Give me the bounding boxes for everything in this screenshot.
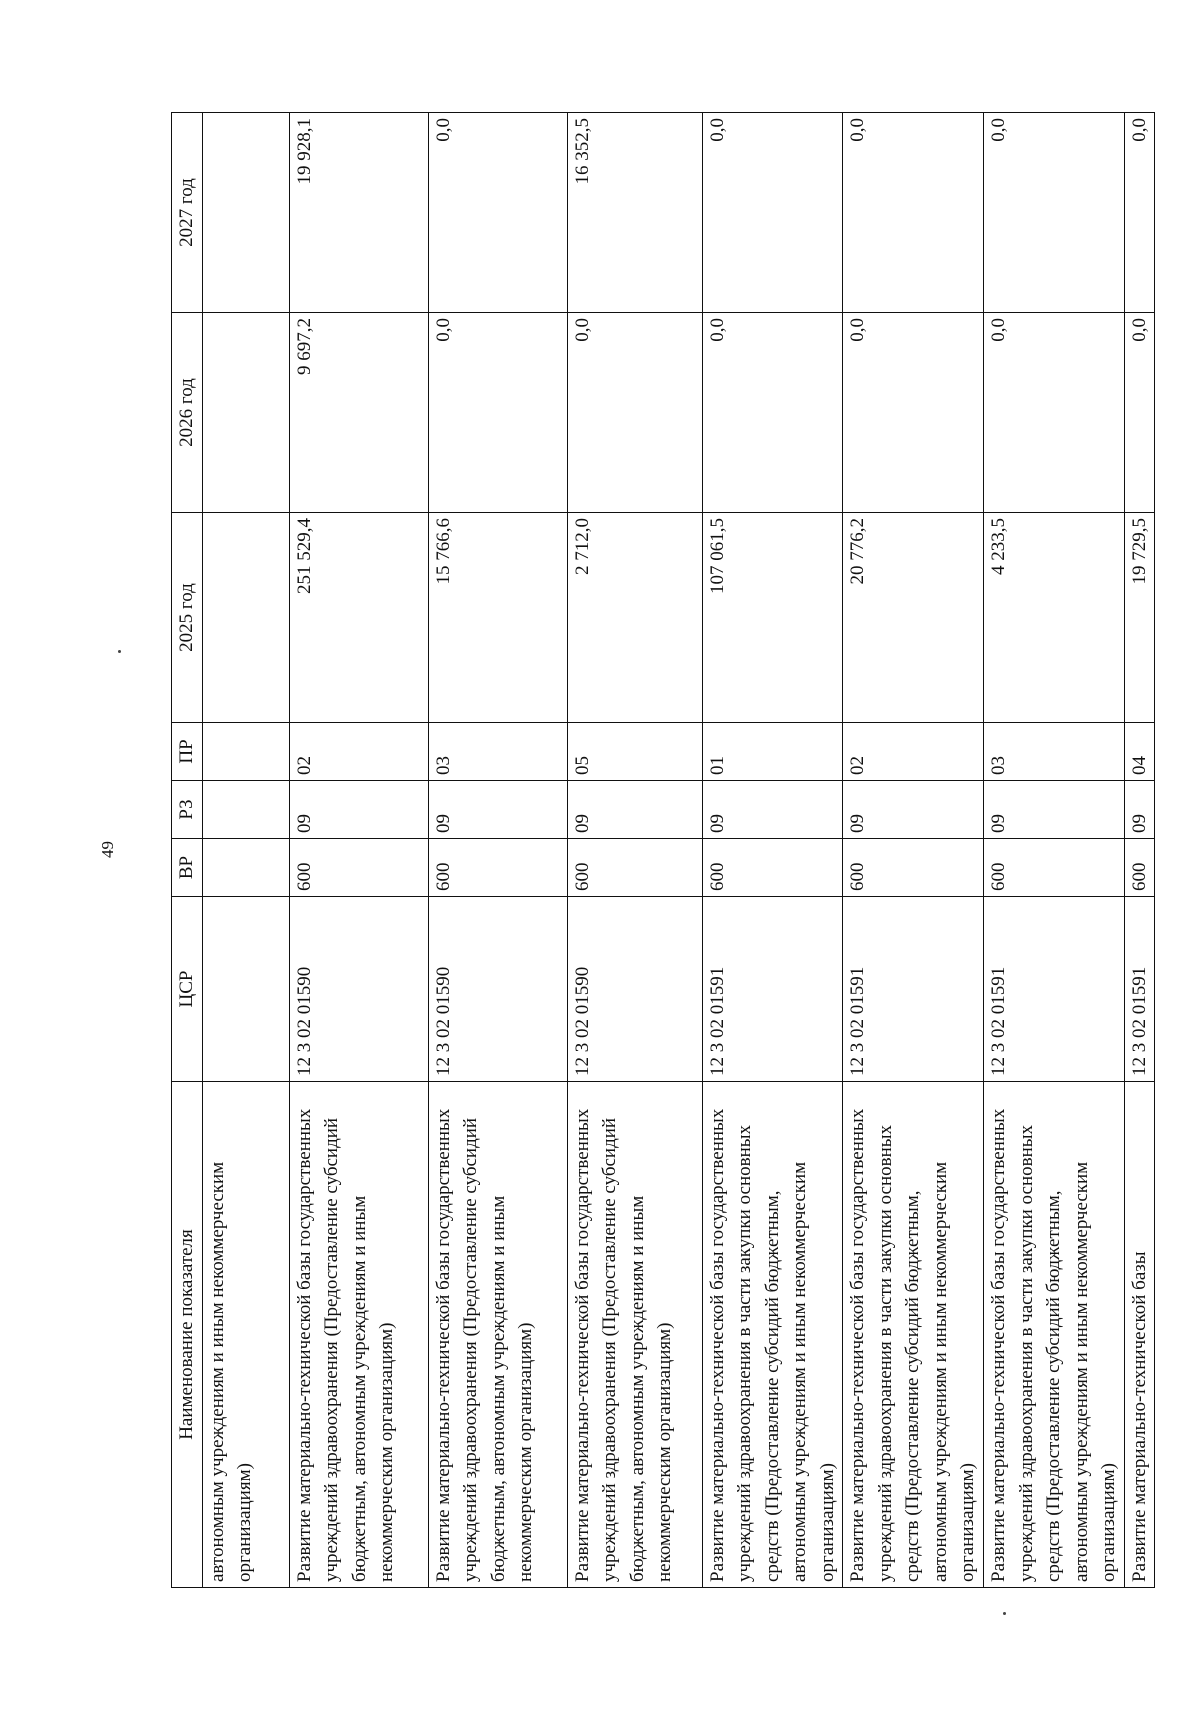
- cell-csr: 12 3 02 01590: [428, 897, 567, 1082]
- cell-vr: 600: [428, 839, 567, 897]
- cell-2027: 16 352,5: [567, 113, 702, 313]
- cell-2026: 0,0: [843, 313, 984, 513]
- cell-vr: 600: [702, 839, 843, 897]
- table-row: [289, 113, 428, 1588]
- cell-vr: 600: [984, 839, 1125, 897]
- rotated-table-container: [171, 113, 1150, 1588]
- cell-pr: [202, 723, 289, 781]
- cell-2026: 0,0: [702, 313, 843, 513]
- cell-vr: 600: [1124, 839, 1155, 897]
- cell-rz: [202, 781, 289, 839]
- cell-vr: [202, 839, 289, 897]
- cell-2027: 0,0: [428, 113, 567, 313]
- cell-pr: 02: [289, 723, 428, 781]
- table-header-row: [172, 113, 203, 1588]
- cell-2025: 2 712,0: [567, 513, 702, 723]
- cell-2026: [202, 313, 289, 513]
- scan-speck: [118, 650, 121, 653]
- scan-speck: [1003, 1612, 1006, 1615]
- table-row: [843, 113, 984, 1588]
- header-pr: ПР: [172, 723, 203, 781]
- cell-2027: 0,0: [843, 113, 984, 313]
- cell-name: автономным учреждениям и иным некоммерческим организациям): [202, 1082, 289, 1588]
- cell-csr: 12 3 02 01591: [984, 897, 1125, 1082]
- cell-rz: 09: [702, 781, 843, 839]
- cell-2025: 15 766,6: [428, 513, 567, 723]
- cell-2025: 251 529,4: [289, 513, 428, 723]
- cell-2027: 19 928,1: [289, 113, 428, 313]
- cell-csr: 12 3 02 01591: [843, 897, 984, 1082]
- cell-rz: 09: [428, 781, 567, 839]
- cell-csr: 12 3 02 01591: [702, 897, 843, 1082]
- cell-pr: 02: [843, 723, 984, 781]
- header-2025: 2025 год: [172, 513, 203, 723]
- cell-pr: 04: [1124, 723, 1155, 781]
- page-number: 49: [98, 841, 117, 858]
- table-row: [1124, 113, 1155, 1588]
- cell-2026: 0,0: [1124, 313, 1155, 513]
- header-name: Наименование показателя: [172, 1082, 203, 1588]
- cell-2025: [202, 513, 289, 723]
- cell-csr: 12 3 02 01590: [289, 897, 428, 1082]
- cell-name: Развитие материально-технической базы государственных учреждений здравоохранения в части закупки основных средств (Предоставление субсидий бюджетным, автономным учреждениям и иным некоммерческим организациям): [984, 1082, 1125, 1588]
- cell-2027: [202, 113, 289, 313]
- cell-2025: 4 233,5: [984, 513, 1125, 723]
- cell-pr: 03: [428, 723, 567, 781]
- cell-2025: 19 729,5: [1124, 513, 1155, 723]
- cell-2027: 0,0: [984, 113, 1125, 313]
- cell-2027: 0,0: [702, 113, 843, 313]
- cell-csr: 12 3 02 01590: [567, 897, 702, 1082]
- table-row: [984, 113, 1125, 1588]
- cell-pr: 01: [702, 723, 843, 781]
- table-row: [567, 113, 702, 1588]
- header-2027: 2027 год: [172, 113, 203, 313]
- header-vr: ВР: [172, 839, 203, 897]
- cell-rz: 09: [984, 781, 1125, 839]
- cell-vr: 600: [567, 839, 702, 897]
- cell-2025: 20 776,2: [843, 513, 984, 723]
- cell-rz: 09: [567, 781, 702, 839]
- cell-name: Развитие материально-технической базы государственных учреждений здравоохранения в части закупки основных средств (Предоставление субсидий бюджетным, автономным учреждениям и иным некоммерческим организациям): [843, 1082, 984, 1588]
- table-row: [202, 113, 289, 1588]
- cell-vr: 600: [289, 839, 428, 897]
- header-rz: РЗ: [172, 781, 203, 839]
- cell-2026: 9 697,2: [289, 313, 428, 513]
- header-csr: ЦСР: [172, 897, 203, 1082]
- cell-name: Развитие материально-технической базы государственных учреждений здравоохранения (Предоставление субсидий бюджетным, автономным учреждениям и иным некоммерческим организациям): [567, 1082, 702, 1588]
- cell-name: Развитие материально-технической базы государственных учреждений здравоохранения (Предоставление субсидий бюджетным, автономным учреждениям и иным некоммерческим организациям): [428, 1082, 567, 1588]
- cell-pr: 05: [567, 723, 702, 781]
- cell-2027: 0,0: [1124, 113, 1155, 313]
- cell-2026: 0,0: [428, 313, 567, 513]
- cell-name: Развитие материально-технической базы: [1124, 1082, 1155, 1588]
- cell-vr: 600: [843, 839, 984, 897]
- budget-table: [171, 112, 1155, 1588]
- header-2026: 2026 год: [172, 313, 203, 513]
- cell-csr: [202, 897, 289, 1082]
- cell-2026: 0,0: [567, 313, 702, 513]
- table-row: [702, 113, 843, 1588]
- cell-pr: 03: [984, 723, 1125, 781]
- cell-rz: 09: [1124, 781, 1155, 839]
- cell-rz: 09: [843, 781, 984, 839]
- cell-2025: 107 061,5: [702, 513, 843, 723]
- cell-name: Развитие материально-технической базы государственных учреждений здравоохранения (Предоставление субсидий бюджетным, автономным учреждениям и иным некоммерческим организациям): [289, 1082, 428, 1588]
- table-row: [428, 113, 567, 1588]
- cell-name: Развитие материально-технической базы государственных учреждений здравоохранения в части закупки основных средств (Предоставление субсидий бюджетным, автономным учреждениям и иным некоммерческим организациям): [702, 1082, 843, 1588]
- cell-rz: 09: [289, 781, 428, 839]
- cell-2026: 0,0: [984, 313, 1125, 513]
- cell-csr: 12 3 02 01591: [1124, 897, 1155, 1082]
